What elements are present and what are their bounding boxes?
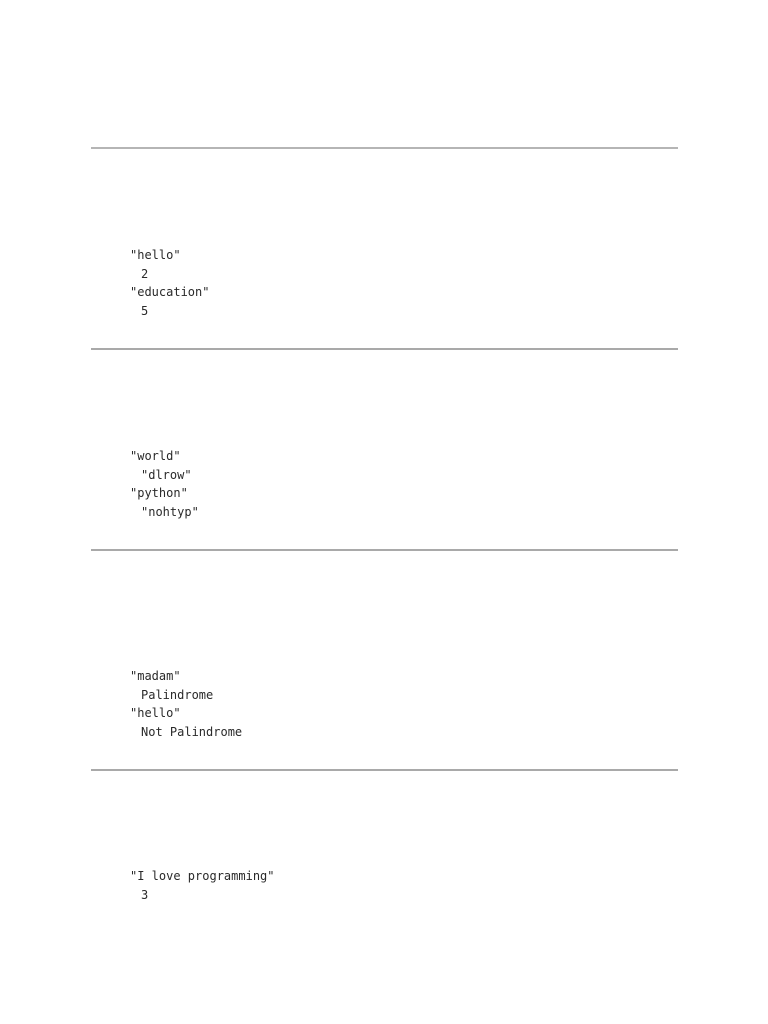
example-input-line: "madam" [130, 669, 181, 683]
example-output-line: 2 [141, 266, 149, 281]
example-output-line: Palindrome [141, 687, 214, 702]
section-divider [91, 549, 678, 551]
example-input-line: "education" [130, 285, 210, 299]
example-input-line: "python" [130, 486, 188, 500]
example-input-line: "world" [130, 449, 181, 463]
example-block [130, 867, 275, 904]
example-block [130, 447, 199, 521]
example-block [130, 246, 209, 320]
example-input-line: "hello" [130, 248, 181, 262]
example-output-line: "nohtyp" [141, 504, 199, 519]
example-input-line: "hello" [130, 706, 181, 720]
section-divider [91, 348, 678, 350]
example-output-line: 5 [141, 303, 149, 318]
section-divider [91, 769, 678, 771]
example-input-line: "I love programming" [130, 869, 275, 883]
example-output-line: "dlrow" [141, 467, 192, 482]
example-output-line: Not Palindrome [141, 724, 243, 739]
example-block [130, 667, 242, 741]
section-divider [91, 147, 678, 149]
example-output-line: 3 [141, 887, 149, 902]
